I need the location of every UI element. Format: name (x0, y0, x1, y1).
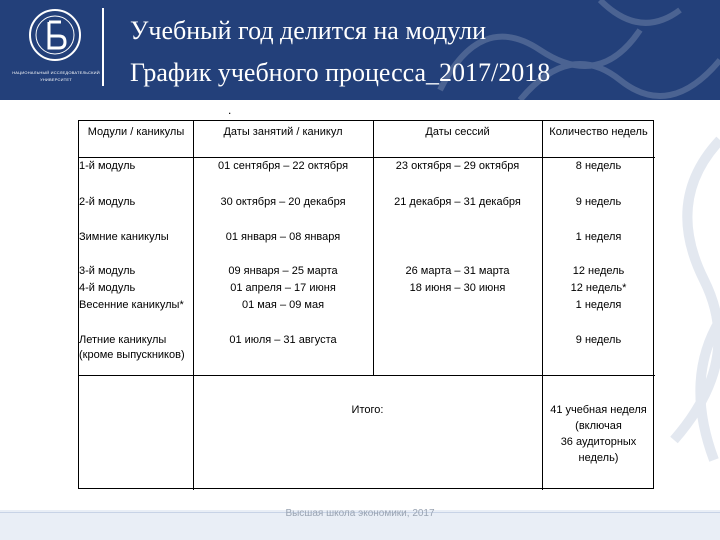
row5-weeks: 12 недель* (570, 282, 627, 294)
row3-dates: 01 января – 08 января (225, 231, 341, 243)
total-value-line4: недель) (578, 452, 619, 464)
row2-dates: 30 октября – 20 декабря (220, 196, 346, 208)
row7-dates: 01 июля – 31 августа (229, 334, 337, 346)
row2-session: 21 декабря – 31 декабря (394, 196, 521, 208)
row7-weeks: 9 недель (575, 334, 622, 346)
row5-dates: 01 апреля – 17 июня (230, 282, 336, 294)
header-class-dates: Даты занятий / каникул (223, 126, 343, 138)
row1-dates: 01 сентября – 22 октября (217, 160, 349, 172)
side-decoration (654, 120, 720, 520)
row6-module: Весенние каникулы* (79, 299, 184, 311)
page-title: Учебный год делится на модули (130, 16, 487, 45)
row4-weeks: 12 недель (572, 265, 625, 277)
row1-module: 1-й модуль (79, 160, 136, 172)
total-value-line2: (включая (575, 420, 622, 432)
row2-weeks: 9 недель (575, 196, 622, 208)
footer-text: Высшая школа экономики, 2017 (285, 508, 435, 519)
total-value-line3: 36 аудиторных (560, 436, 637, 448)
page-subtitle: График учебного процесса_2017/2018 (130, 58, 551, 87)
schedule-table (78, 120, 654, 489)
header-session-dates: Даты сессий (425, 126, 490, 138)
university-logo (12, 8, 100, 94)
header-divider (102, 8, 104, 86)
row1-session: 23 октября – 29 октября (395, 160, 520, 172)
row-divider (79, 375, 655, 376)
total-value-line1: 41 учебная неделя (550, 404, 647, 416)
row2-module: 2-й модуль (79, 196, 136, 208)
total-label: Итого: (351, 404, 384, 416)
row6-dates: 01 мая – 09 мая (241, 299, 325, 311)
row4-module: 3-й модуль (79, 265, 136, 277)
row7-module-line2: (кроме выпускников) (79, 349, 185, 361)
header-weeks: Количество недель (549, 126, 648, 138)
row3-module: Зимние каникулы (79, 231, 169, 243)
marker-dot: . (228, 103, 232, 117)
logo-caption-line1: НАЦИОНАЛЬНЫЙ ИССЛЕДОВАТЕЛЬСКИЙ (12, 70, 100, 75)
row6-weeks: 1 неделя (575, 299, 622, 311)
row1-weeks: 8 недель (575, 160, 622, 172)
header-banner (0, 0, 720, 100)
row7-module-line1: Летние каникулы (79, 334, 167, 346)
row4-dates: 09 января – 25 марта (228, 265, 338, 277)
row5-session: 18 июня – 30 июня (409, 282, 506, 294)
logo-caption-line2: УНИВЕРСИТЕТ (40, 77, 72, 82)
row5-module: 4-й модуль (79, 282, 136, 294)
hse-emblem-icon (28, 8, 82, 62)
row4-session: 26 марта – 31 марта (405, 265, 510, 277)
header-modules: Модули / каникулы (87, 126, 185, 138)
row3-weeks: 1 неделя (575, 231, 622, 243)
